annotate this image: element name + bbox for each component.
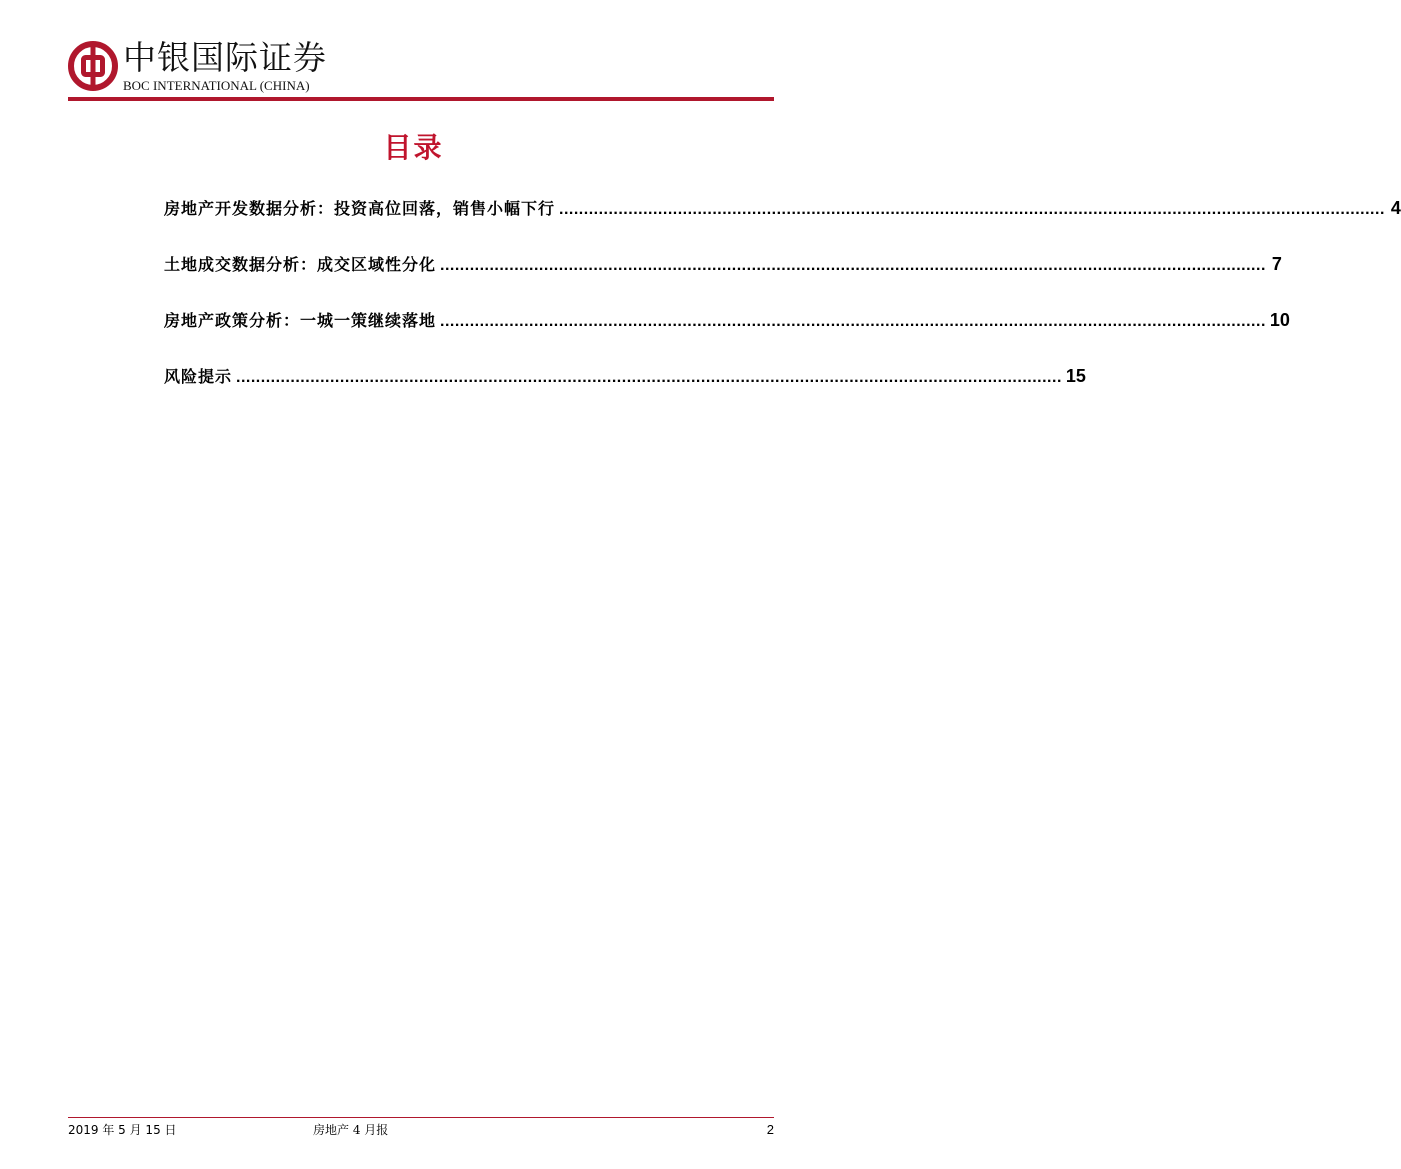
footer-page-number: 2 [766, 1122, 774, 1137]
toc-entry-label[interactable]: 土地成交数据分析：成交区域性分化 [164, 255, 437, 274]
toc-entry[interactable] [164, 251, 1282, 307]
toc-entry-label[interactable]: 房地产开发数据分析：投资高位回落，销售小幅下行 [164, 199, 556, 218]
toc-entry-page[interactable]: 15 [1065, 366, 1086, 386]
toc-entry-page[interactable]: 10 [1269, 310, 1290, 330]
toc-entry-page[interactable]: 7 [1271, 254, 1282, 274]
toc-dot-leader: ....................................................................................................................................................................... [440, 257, 1266, 274]
toc-entry-page[interactable]: 4 [1390, 198, 1401, 218]
boc-logo-icon [68, 41, 118, 91]
toc-dot-leader: ....................................................................................................................................................................... [236, 369, 1062, 386]
toc-entry[interactable] [164, 307, 1290, 363]
toc-entry[interactable] [164, 363, 1086, 419]
brand-name-chinese: 中银国际证券 [123, 38, 327, 77]
header-divider [68, 97, 774, 101]
footer-date: 2019 年 5 月 15 日 [68, 1123, 177, 1137]
toc-dot-leader: ....................................................................................................................................................................... [440, 313, 1266, 330]
footer-report-title: 房地产 4 月报 [313, 1123, 389, 1137]
brand-name-english: BOC INTERNATIONAL (CHINA) [123, 78, 310, 93]
footer-divider [68, 1117, 774, 1118]
toc-entry[interactable] [164, 195, 1401, 251]
toc-entry-label[interactable]: 房地产政策分析：一城一策继续落地 [164, 311, 437, 330]
toc-title: 目录 [383, 131, 444, 164]
toc-list [164, 195, 1401, 419]
toc-dot-leader: ....................................................................................................................................................................... [559, 201, 1385, 218]
toc-entry-label[interactable]: 风险提示 [164, 367, 233, 386]
